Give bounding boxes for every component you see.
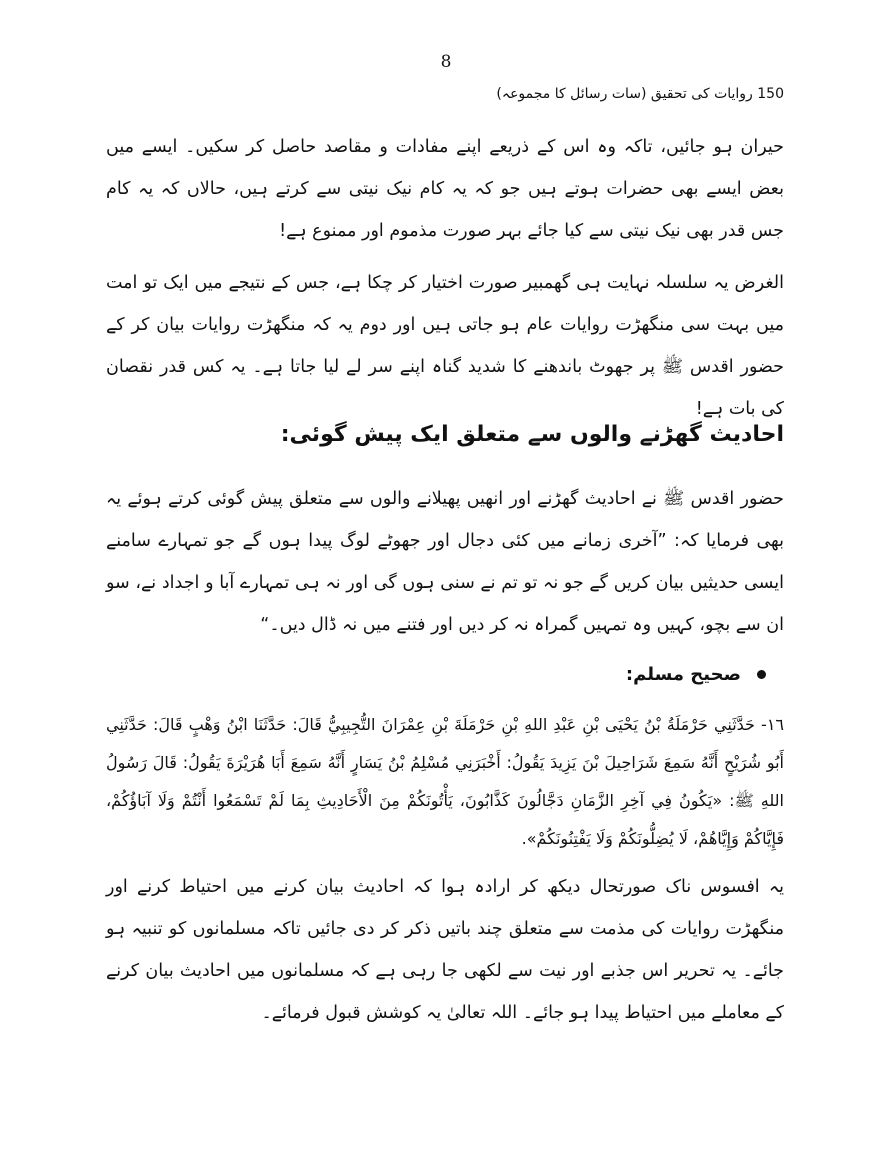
hadith-arabic-text: ١٦- حَدَّثَنِي حَرْمَلَةُ بْنُ يَحْيَى بْنِ عَبْدِ اللهِ بْنِ حَرْمَلَةَ بْنِ عِمْرَانَ التُّجِيبِيُّ قَالَ: حَدَّثَنَا ابْنُ وَهْبٍ قَالَ: حَدَّثَنِي أَبُو شُرَيْحٍ أَنَّهُ سَمِعَ شَرَاحِيلَ بْنَ يَزِيدَ يَقُولُ: أَخْبَرَنِي مُسْلِمُ بْنُ يَسَارٍ أَنَّهُ سَمِعَ أَبَا هُرَيْرَةَ يَقُولُ: قَالَ رَسُولُ اللهِ ﷺ: «يَكُونُ فِي آخِرِ الزَّمَانِ دَجَّالُونَ كَذَّابُونَ، يَأْتُونَكُمْ مِنَ الْأَحَادِيثِ بِمَا لَمْ تَسْمَعُوا أَنْتُمْ وَلَا آبَاؤُكُمْ، فَإِيَّاكُمْ وَإِيَّاهُمْ، لَا يُضِلُّونَكُمْ وَلَا يَفْتِنُونَكُمْ». [106, 715, 784, 848]
bullet-dot-icon [757, 670, 766, 679]
paragraph-1: حیران ہو جائیں، تاکہ وہ اس کے ذریعے اپنے مفادات و مقاصد حاصل کر سکیں۔ ایسے میں بعض ایسے بھی حضرات ہوتے ہیں جو کہ یہ کام نیک نیتی سے کرتے ہیں، حالاں کہ یہ کام جس قدر بھی نیک نیتی سے کیا جائے بہر صورت مذموم اور ممنوع ہے! [106, 137, 784, 241]
running-header: 150 روایات کی تحقیق (سات رسائل کا مجموعہ) [496, 86, 784, 102]
source-bullet [626, 664, 766, 685]
paragraph-3: حضور اقدس ﷺ نے احادیث گھڑنے اور انھیں پھیلانے والوں سے متعلق پیش گوئی کرتے ہوئے یہ بھی فرمایا کہ: ”آخری زمانے میں کئی دجال اور جھوٹے لوگ پیدا ہوں گے جو تمہارے سامنے ایسی حدیثیں بیان کریں گے جو نہ تو تم نے سنی ہوں گی اور نہ ہی تمہارے آبا و اجداد نے، سو ان سے بچو، کہیں وہ تمہیں گمراہ نہ کر دیں اور فتنے میں نہ ڈال دیں۔“ [106, 489, 784, 635]
paragraph-2: الغرض یہ سلسلہ نہایت ہی گھمبیر صورت اختیار کر چکا ہے، جس کے نتیجے میں ایک تو امت میں بہت سی منگھڑت روایات عام ہو جاتی ہیں اور دوم یہ کہ منگھڑت روایات بیان کر کے حضور اقدس ﷺ پر جھوٹ باندھنے کا شدید گناہ اپنے سر لے لیا جاتا ہے۔ یہ کس قدر نقصان کی بات ہے! [106, 273, 784, 419]
paragraph-4: یہ افسوس ناک صورتحال دیکھ کر ارادہ ہوا کہ احادیث بیان کرنے میں احتیاط کرنے اور منگھڑت روایات کی مذمت سے متعلق چند باتیں ذکر کر دی جائیں تاکہ مسلمانوں کو تنبیہ ہو جائے۔ یہ تحریر اس جذبے اور نیت سے لکھی جا رہی ہے کہ مسلمانوں میں احادیث بیان کرنے کے معاملے میں احتیاط پیدا ہو جائے۔ اللہ تعالیٰ یہ کوشش قبول فرمائے۔ [106, 877, 784, 1023]
page-number: 8 [440, 52, 452, 72]
source-label: صحیح مسلم: [625, 664, 741, 685]
section-heading: احادیث گھڑنے والوں سے متعلق ایک پیش گوئی: [280, 422, 784, 447]
